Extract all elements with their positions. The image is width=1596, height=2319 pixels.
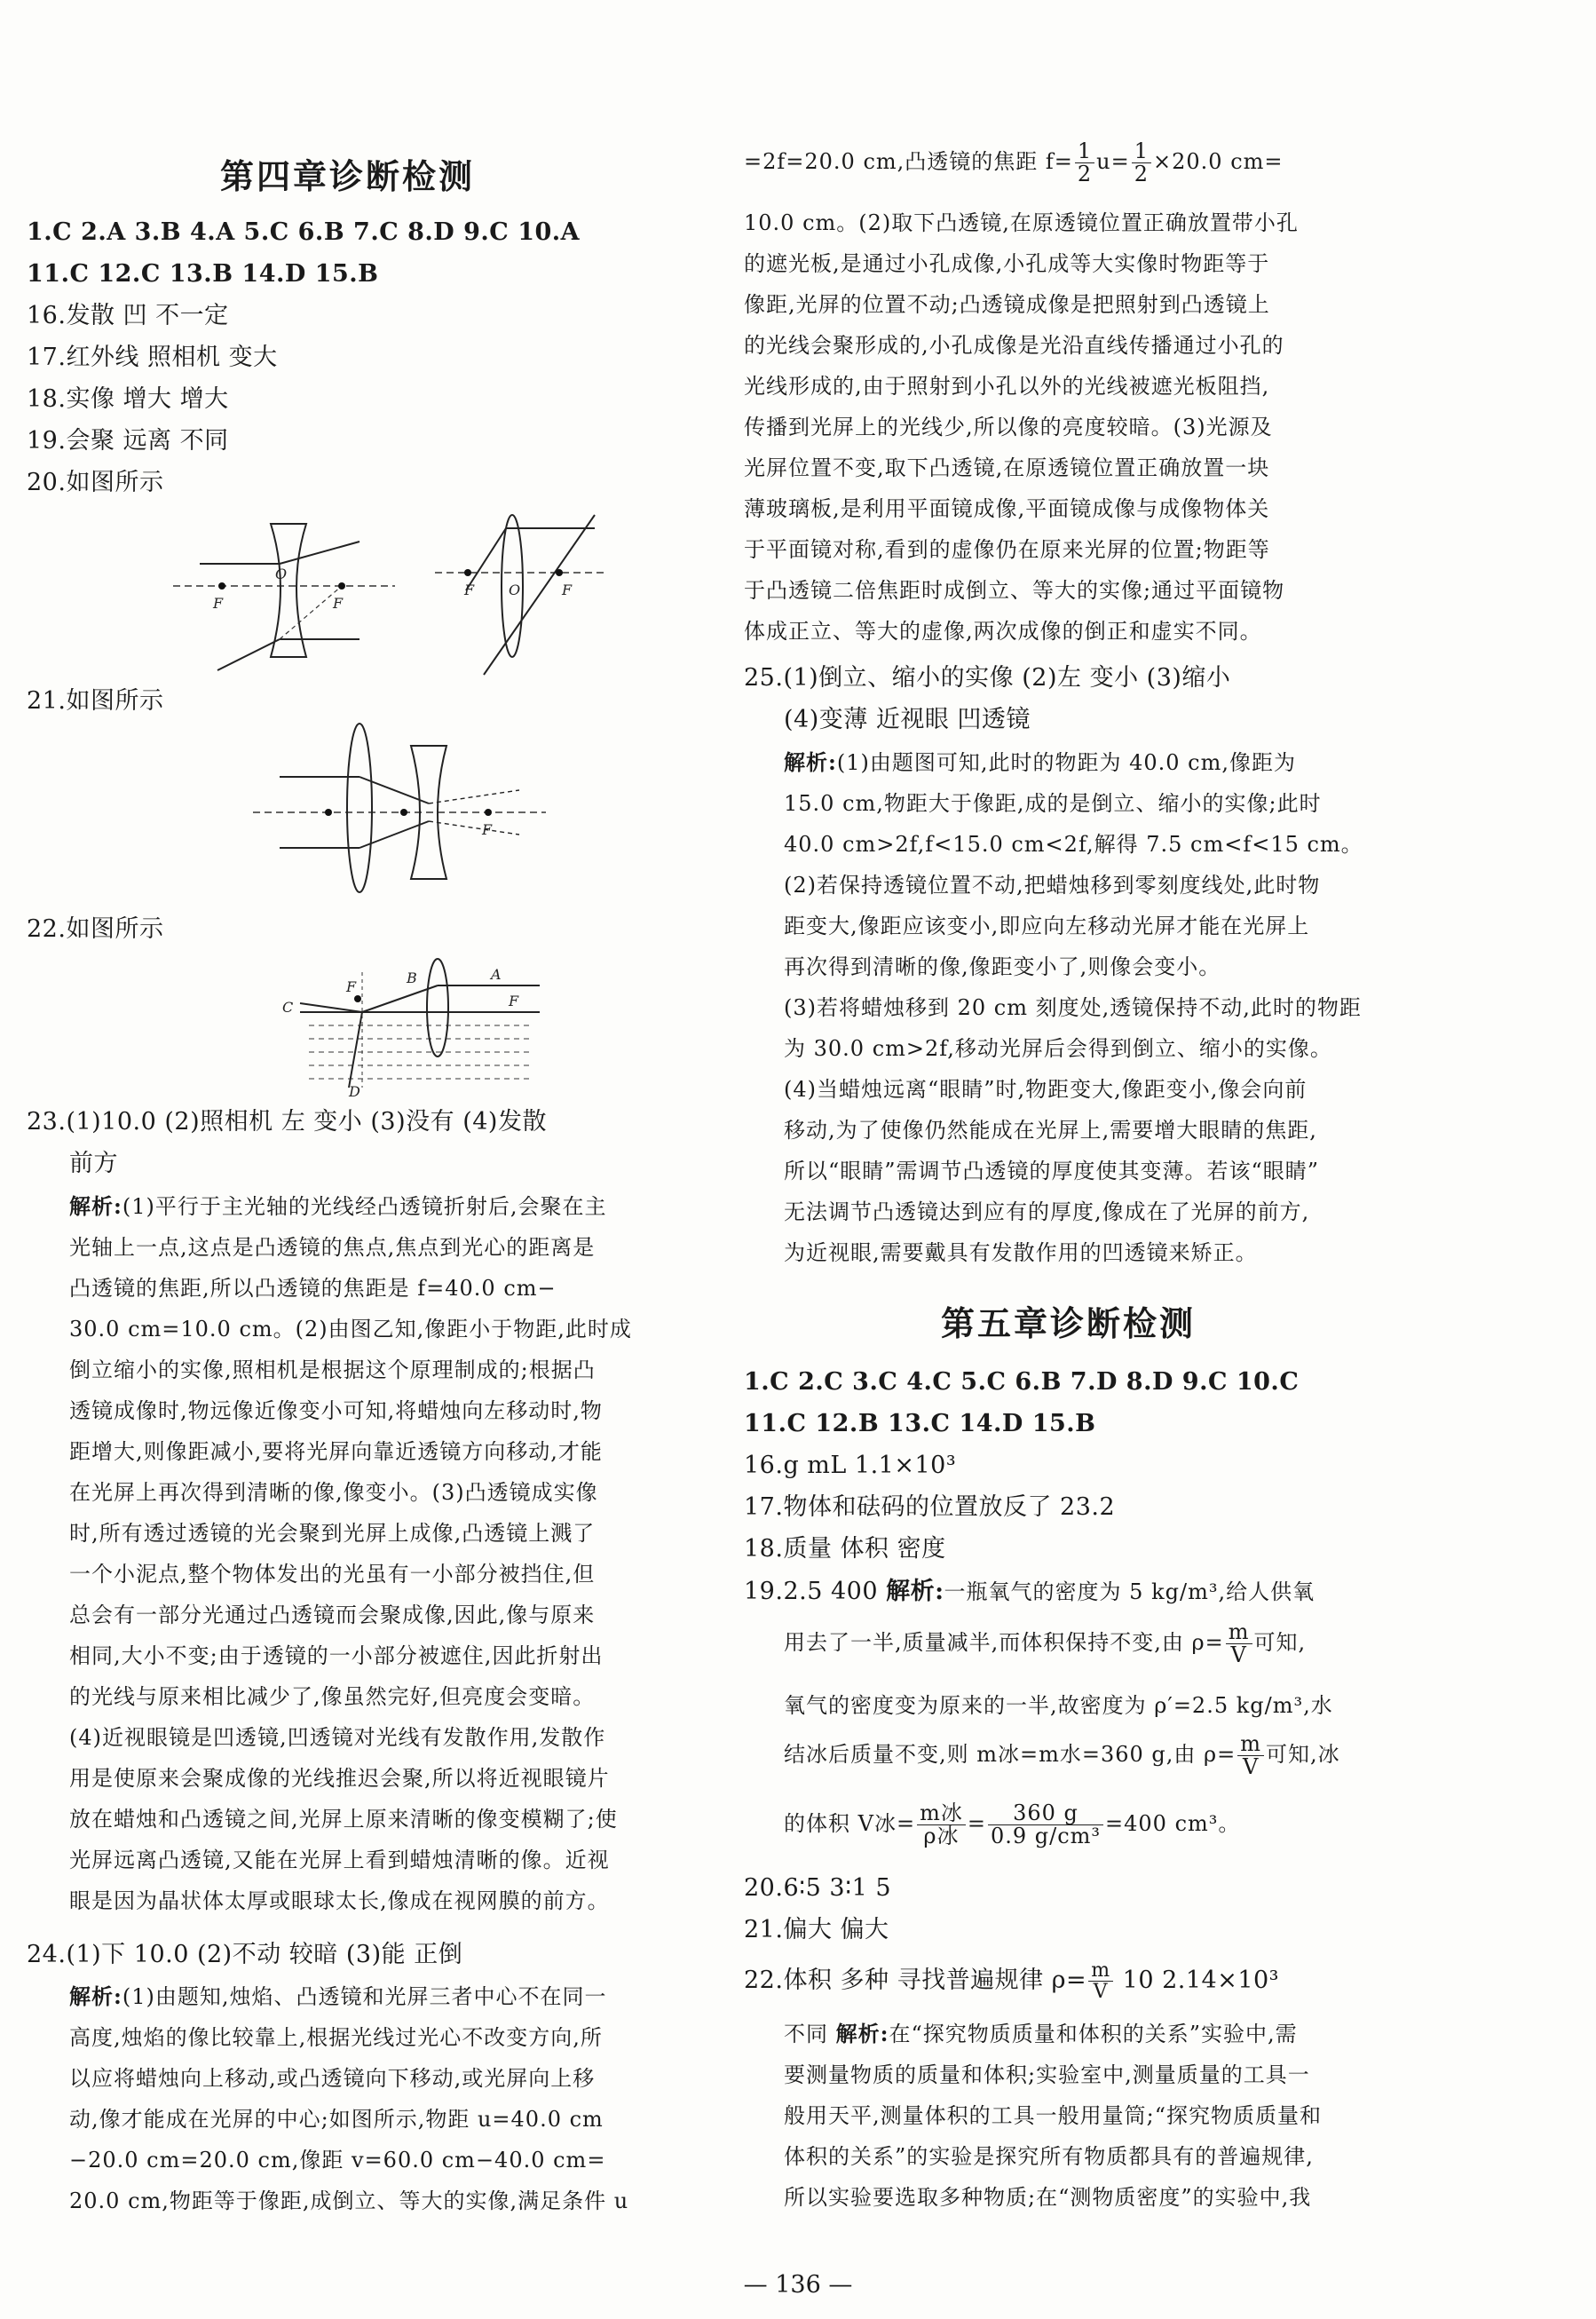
q19-exp-line-1: 一瓶氧气的密度为 5 kg/m³,给人供氧 (944, 1579, 1316, 1604)
q24-exp-right-line: 体成正立、等大的虚像,两次成像的倒正和虚实不同。 (744, 619, 1262, 644)
fig20b-label-f-left: F (464, 582, 475, 598)
frac-denominator: 2 (1077, 162, 1093, 187)
q24-exp-line-1: (1)由题知,烛焰、凸透镜和光屏三者中心不在同一 (122, 1984, 607, 2009)
ch4-mc-row2: 11.C 12.C 13.B 14.D 15.B (27, 260, 379, 288)
q23-exp-line: 在光屏上再次得到清晰的像,像变小。(3)凸透镜成实像 (69, 1480, 598, 1505)
q19-exp-line-4 (784, 1733, 1340, 1778)
q19-l2a: 用去了一半,质量减半,而体积保持不变,由 ρ= (784, 1630, 1224, 1656)
frac-numerator: 360 g (988, 1802, 1103, 1825)
ch4-q24-answer: 24.(1)下 10.0 (2)不动 较暗 (3)能 正倒 (27, 1941, 463, 1968)
q25-exp-line: (2)若保持透镜位置不动,把蜡烛移到零刻度线处,此时物 (784, 873, 1321, 898)
q19-exp-line-2 (784, 1621, 1306, 1666)
ch4-q25-answer: 25.(1)倒立、缩小的实像 (2)左 变小 (3)缩小 (744, 664, 1231, 692)
q22-exp-line: 要测量物质的质量和体积;实验室中,测量质量的工具一 (784, 2062, 1310, 2087)
ch5-q21: 21.偏大 偏大 (744, 1916, 889, 1943)
fig20a-label-f-left: F (213, 595, 224, 612)
q23-exp-line: 距增大,则像距减小,要将光屏向靠近透镜方向移动,才能 (69, 1439, 603, 1464)
q19-l4a: 结冰后质量不变,则 m冰=m水=360 g,由 ρ= (784, 1742, 1237, 1768)
q24-exp-right-line: 像距,光屏的位置不动;凸透镜成像是把照射到凸透镜上 (744, 292, 1270, 317)
q22-exp-line: 体积的关系”的实验是探究所有物质都具有的普遍规律, (784, 2144, 1314, 2169)
ch5-q18: 18.质量 体积 密度 (744, 1535, 946, 1563)
frac-denominator: 0.9 g/cm³ (990, 1824, 1102, 1849)
q24-exp-right-line: 传播到光屏上的光线少,所以像的亮度较暗。(3)光源及 (744, 415, 1273, 439)
frac-numerator: m冰 (917, 1802, 966, 1825)
q24-exp-right-first (744, 140, 1284, 186)
frac-numerator: 1 (1075, 140, 1094, 163)
ch4-q23-explanation (69, 1186, 731, 1921)
fraction-half (1132, 140, 1151, 186)
q25-exp-line: 无法调节凸透镜达到应有的厚度,像成在了光屏的前方, (784, 1199, 1310, 1224)
q24-exp-line: 以应将蜡烛向上移动,或凸透镜向下移动,或光屏向上移 (69, 2066, 596, 2091)
q24-exp-right-line: 的光线会聚形成的,小孔成像是光沿直线传播通过小孔的 (744, 333, 1284, 358)
q22-exp-line: 所以实验要选取多种物质;在“测物质密度”的实验中,我 (784, 2185, 1312, 2210)
ch5-q22-explanation (784, 2014, 1423, 2218)
ch4-q21: 21.如图所示 (27, 687, 164, 715)
q25-exp-line: 为近视眼,需要戴具有发散作用的凹透镜来矫正。 (784, 1240, 1258, 1265)
frac-numerator: 1 (1132, 140, 1151, 163)
q23-exp-line: 总会有一部分光通过凸透镜而会聚成像,因此,像与原来 (69, 1603, 596, 1627)
fig20a-label-f-right: F (333, 595, 344, 612)
ch5-mc-row1: 1.C 2.C 3.C 4.C 5.C 6.B 7.D 8.D 9.C 10.C (744, 1368, 1300, 1396)
ch4-q22: 22.如图所示 (27, 915, 164, 943)
frac-denominator: 2 (1134, 162, 1150, 187)
q19-exp-line-3: 氧气的密度变为原来的一半,故密度为 ρ′=2.5 kg/m³,水 (784, 1693, 1333, 1718)
q22-refraction-diagram (265, 954, 549, 1100)
q20-convex-lens-diagram (431, 515, 608, 678)
ch5-q22 (744, 1960, 1279, 2002)
frac-denominator: ρ冰 (923, 1824, 960, 1849)
ch4-q23-answer-cont: 前方 (69, 1150, 118, 1177)
q24-exp-line: 动,像才能成在光屏的中心;如图所示,物距 u=40.0 cm (69, 2107, 604, 2132)
q23-exp-line: 眼是因为晶状体太厚或眼球太长,像成在视网膜的前方。 (69, 1888, 610, 1913)
fig22-label-f-left: F (346, 978, 357, 995)
q24-exp-right-line: 的遮光板,是通过小孔成像,小孔成等大实像时物距等于 (744, 251, 1270, 276)
q23-exp-line: 用是使原来会聚成像的光线推迟会聚,所以将近视眼镜片 (69, 1766, 610, 1791)
fig20a-label-o: O (275, 566, 288, 582)
q19-l2b: 可知, (1253, 1630, 1307, 1656)
ch4-q16: 16.发散 凹 不一定 (27, 302, 229, 329)
fig20b-label-f-right: F (562, 582, 573, 598)
q20-concave-lens-diagram (173, 515, 395, 678)
q25-exp-line: 距变大,像距应该变小,即应向左移动光屏才能在光屏上 (784, 914, 1310, 938)
fraction-m-over-v (1237, 1733, 1264, 1778)
q22-exp-line: 般用天平,测量体积的工具一般用量筒;“探究物质质量和 (784, 2103, 1322, 2128)
ch5-q17: 17.物体和砝码的位置放反了 23.2 (744, 1493, 1116, 1521)
q24-exp-line: 高度,烛焰的像比较靠上,根据光线过光心不改变方向,所 (69, 2025, 603, 2050)
q24-exp-right-block (744, 202, 1299, 652)
q25-exp-line: 40.0 cm>2f,f<15.0 cm<2f,解得 7.5 cm<f<15 cm。 (784, 832, 1363, 857)
frac-denominator: V (1242, 1754, 1260, 1780)
page-number: — 136 — (743, 2271, 853, 2299)
ch4-q24-explanation (69, 1976, 731, 2221)
q23-exp-line: 放在蜡烛和凸透镜之间,光屏上原来清晰的像变模糊了;使 (69, 1807, 618, 1832)
ch4-mc-row1: 1.C 2.A 3.B 4.A 5.C 6.B 7.C 8.D 9.C 10.A (27, 218, 581, 246)
ch4-q17: 17.红外线 照相机 变大 (27, 344, 278, 371)
q19-answer: 19.2.5 400 (744, 1578, 887, 1605)
frac-numerator: m (1226, 1621, 1252, 1644)
q19-jiexi-label: 解析: (886, 1578, 944, 1605)
q23-exp-line: (4)近视眼镜是凹透镜,凹透镜对光线有发散作用,发散作 (69, 1725, 606, 1750)
ch4-q19: 19.会聚 远离 不同 (27, 427, 229, 455)
fraction-m-over-v (1088, 1960, 1112, 2002)
q24-r1-mid: u= (1096, 149, 1130, 175)
q24-exp-right-line: 薄玻璃板,是利用平面镜成像,平面镜成像与成像物体关 (744, 496, 1270, 521)
q23-exp-line: 光轴上一点,这点是凸透镜的焦点,焦点到光心的距离是 (69, 1235, 596, 1260)
fig21-label-f: F (482, 821, 493, 838)
q25-exp-line: 为 30.0 cm>2f,移动光屏后会得到倒立、缩小的实像。 (784, 1036, 1332, 1061)
fraction-values (988, 1802, 1103, 1848)
fraction-half (1075, 140, 1094, 186)
q19-exp-line-5 (784, 1802, 1240, 1848)
fig20b-label-o: O (509, 582, 521, 598)
frac-numerator: m (1088, 1960, 1112, 1982)
q25-exp-line-1: (1)由题图可知,此时的物距为 40.0 cm,像距为 (836, 750, 1297, 775)
q25-exp-line: 移动,为了使像仍然能成在光屏上,需要增大眼睛的焦距, (784, 1118, 1317, 1143)
q24-exp-line: 20.0 cm,物距等于像距,成倒立、等大的实像,满足条件 u (69, 2188, 629, 2213)
frac-denominator: V (1093, 1981, 1109, 2004)
q23-exp-line-1: (1)平行于主光轴的光线经凸透镜折射后,会聚在主 (122, 1194, 607, 1219)
q19-l4b: 可知,冰 (1266, 1742, 1340, 1768)
q24-r1-pre: =2f=20.0 cm,凸透镜的焦距 f= (744, 149, 1073, 175)
q24-exp-right-line: 于凸透镜二倍焦距时成倒立、等大的实像;通过平面镜物 (744, 578, 1285, 603)
q23-exp-line: 的光线与原来相比减少了,像虽然完好,但亮度会变暗。 (69, 1684, 596, 1709)
fraction-mass-over-density (917, 1802, 966, 1848)
q21-lens-combination-diagram (253, 719, 546, 900)
q23-exp-line: 相同,大小不变;由于透镜的一小部分被遮住,因此折射出 (69, 1643, 604, 1668)
ch5-mc-row2: 11.C 12.B 13.C 14.D 15.B (744, 1410, 1096, 1437)
q24-exp-right-line: 10.0 cm。(2)取下凸透镜,在原透镜位置正确放置带小孔 (744, 210, 1299, 235)
ch5-q19 (744, 1571, 1315, 1612)
q23-exp-line: 光屏远离凸透镜,又能在光屏上看到蜡烛清晰的像。近视 (69, 1848, 610, 1872)
q22-answer-a: 22.体积 多种 寻找普遍规律 ρ= (744, 1967, 1087, 1995)
fig22-label-f-right: F (509, 993, 519, 1009)
q24-jiexi-label: 解析: (69, 1983, 122, 2009)
ch4-q20: 20.如图所示 (27, 469, 164, 496)
ch4-q25-answer-cont: (4)变薄 近视眼 凹透镜 (784, 706, 1031, 733)
fig22-label-d: D (349, 1083, 360, 1100)
q22-answer-c: 不同 (784, 2022, 836, 2046)
q25-exp-line: 15.0 cm,物距大于像距,成的是倒立、缩小的实像;此时 (784, 791, 1322, 816)
fig22-label-b: B (407, 970, 417, 986)
q23-exp-line: 一个小泥点,整个物体发出的光虽有一小部分被挡住,但 (69, 1562, 596, 1587)
q24-exp-line: −20.0 cm=20.0 cm,像距 v=60.0 cm−40.0 cm= (69, 2148, 606, 2173)
q25-exp-line: 所以“眼睛”需调节凸透镜的厚度使其变薄。若该“眼睛” (784, 1159, 1320, 1183)
fig22-label-c: C (282, 999, 294, 1016)
q25-exp-line: (3)若将蜡烛移到 20 cm 刻度处,透镜保持不动,此时的物距 (784, 995, 1362, 1020)
q23-exp-line: 透镜成像时,物远像近像变小可知,将蜡烛向左移动时,物 (69, 1398, 603, 1423)
q23-exp-line: 30.0 cm=10.0 cm。(2)由图乙知,像距小于物距,此时成 (69, 1317, 632, 1342)
q25-jiexi-label: 解析: (784, 749, 837, 775)
q24-exp-right-line: 于平面镜对称,看到的虚像仍在原来光屏的位置;物距等 (744, 537, 1270, 562)
chapter5-title: 第五章诊断检测 (941, 1303, 1197, 1343)
q24-exp-right-line: 光屏位置不变,取下凸透镜,在原透镜位置正确放置一块 (744, 455, 1270, 480)
q23-exp-line: 凸透镜的焦距,所以凸透镜的焦距是 f=40.0 cm− (69, 1276, 557, 1301)
ch4-q25-explanation (784, 742, 1423, 1273)
q22-answer-b: 10 2.14×10³ (1114, 1967, 1280, 1995)
q24-exp-right-line: 光线形成的,由于照射到小孔以外的光线被遮光板阻挡, (744, 374, 1270, 399)
q23-exp-line: 时,所有透过透镜的光会聚到光屏上成像,凸透镜上溅了 (69, 1521, 596, 1546)
q19-l5c: =400 cm³。 (1105, 1811, 1241, 1837)
ch4-q18: 18.实像 增大 增大 (27, 385, 229, 413)
q22-exp-line-1: 在“探究物质质量和体积的关系”实验中,需 (889, 2022, 1298, 2046)
chapter4-title: 第四章诊断检测 (220, 156, 476, 196)
frac-denominator: V (1230, 1642, 1247, 1668)
q25-exp-line: (4)当蜡烛远离“眼睛”时,物距变大,像距变小,像会向前 (784, 1077, 1308, 1102)
q19-l5a: 的体积 V冰= (784, 1811, 916, 1837)
q23-exp-line: 倒立缩小的实像,照相机是根据这个原理制成的;根据凸 (69, 1357, 596, 1382)
ch4-q23-answer: 23.(1)10.0 (2)照相机 左 变小 (3)没有 (4)发散 (27, 1108, 547, 1136)
ch5-q20: 20.6∶5 3∶1 5 (744, 1874, 892, 1902)
q19-l5b: = (967, 1811, 986, 1837)
q25-exp-line: 再次得到清晰的像,像距变小了,则像会变小。 (784, 954, 1221, 979)
q24-r1-post: ×20.0 cm= (1153, 149, 1284, 175)
fraction-m-over-v (1226, 1621, 1252, 1666)
q22-jiexi-label: 解析: (835, 2021, 889, 2046)
q23-jiexi-label: 解析: (69, 1193, 122, 1219)
frac-numerator: m (1237, 1733, 1264, 1756)
ch5-q16: 16.g mL 1.1×10³ (744, 1452, 957, 1479)
fig22-label-a: A (491, 966, 502, 983)
